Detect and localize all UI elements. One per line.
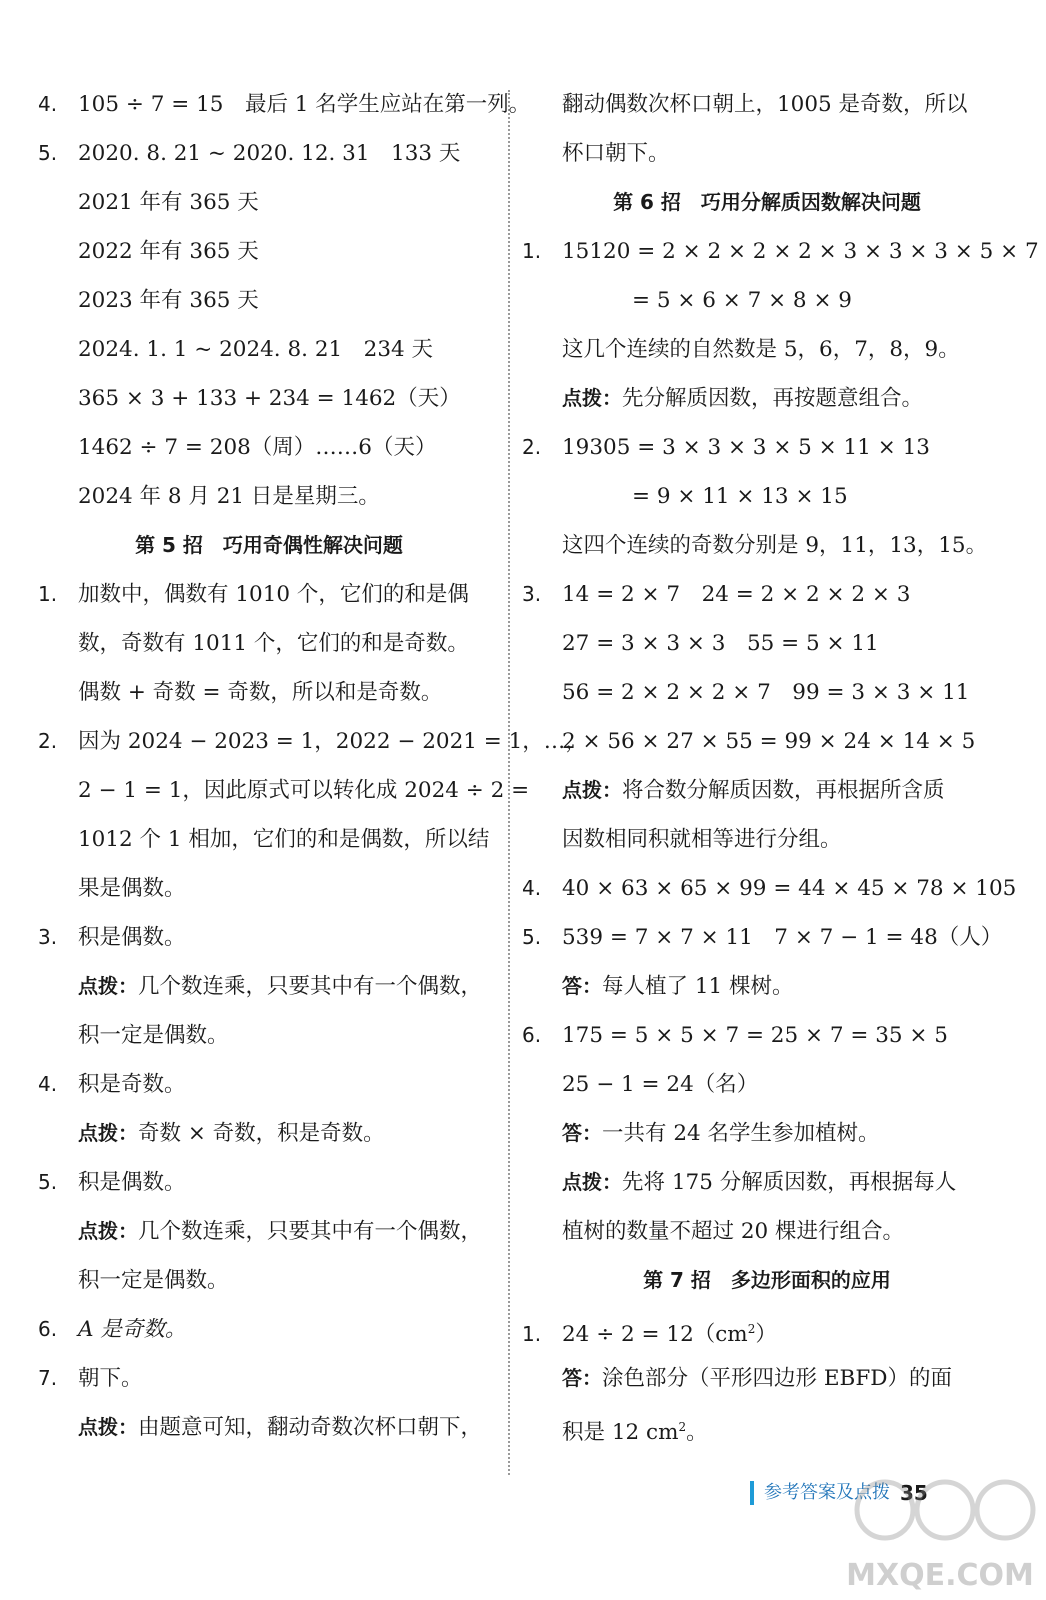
answer-line: 偶数 + 奇数 = 奇数，所以和是奇数。 [78, 680, 443, 705]
answer-line: = 9 × 11 × 13 × 15 [632, 484, 848, 509]
watermark-circle [977, 1482, 1033, 1538]
answer-line: 4. 105 ÷ 7 = 15 最后 1 名学生应站在第一列。 [38, 80, 500, 129]
section-heading-7: 第 7 招 多边形面积的应用 [643, 1268, 891, 1292]
answer-line: 2 − 1 = 1，因此原式可以转化成 2024 ÷ 2 = [78, 778, 530, 803]
answer-line: 1. 15120 = 2 × 2 × 2 × 2 × 3 × 3 × 3 × 5 × 7 [522, 227, 1012, 276]
item-number: 6. [38, 1317, 58, 1341]
answer-line: 27 = 3 × 3 × 3 55 = 5 × 11 [562, 631, 879, 656]
answer-line: 答：每人植了 11 棵树。 [562, 974, 794, 999]
answer-line: 3. 积是偶数。 [38, 913, 500, 962]
item-number: 3. [522, 582, 542, 606]
answer-line: 56 = 2 × 2 × 2 × 7 99 = 3 × 3 × 11 [562, 680, 970, 705]
right-column [522, 80, 1039, 1452]
answer-line: = 5 × 6 × 7 × 8 × 9 [632, 288, 852, 313]
answer-label: 答： [562, 974, 602, 998]
answer-line: 365 × 3 + 133 + 234 = 1462（天） [78, 386, 461, 411]
answer-line: 6. A 是奇数。 [38, 1305, 500, 1354]
hint-label: 点拨： [78, 974, 138, 998]
answer-line: 2022 年有 365 天 [78, 239, 259, 264]
hint-line: 因数相同积就相等进行分组。 [562, 827, 842, 852]
hint-line: 植树的数量不超过 20 棵进行组合。 [562, 1219, 905, 1244]
answer-line: 积是 12 $cm^2$。 [562, 1420, 708, 1446]
item-number: 4. [522, 876, 542, 900]
hint-line: 点拨：几个数连乘，只要其中有一个偶数， [78, 974, 483, 999]
answer-line: 2024 年 8 月 21 日是星期三。 [78, 484, 380, 509]
answer-line: 这四个连续的奇数分别是 9，11，13，15。 [562, 533, 988, 558]
hint-line: 积一定是偶数。 [78, 1268, 229, 1293]
item-number: 7. [38, 1366, 58, 1390]
answer-line: 2 × 56 × 27 × 55 = 99 × 24 × 14 × 5 [562, 729, 976, 754]
answer-line: 5. 积是偶数。 [38, 1158, 500, 1207]
answer-line: 5. 539 = 7 × 7 × 11 7 × 7 − 1 = 48（人） [522, 913, 1012, 962]
hint-label: 点拨： [562, 386, 622, 410]
item-number: 1. [522, 1322, 542, 1347]
item-number: 2. [38, 729, 58, 753]
answer-line: 1. $24 \div 2 = 12(cm^2)$ [522, 1305, 1012, 1354]
hint-line: 积一定是偶数。 [78, 1023, 229, 1048]
footer-title: 参考答案及点拨 [764, 1482, 890, 1503]
answer-line: 杯口朝下。 [562, 141, 670, 166]
answer-label: 答： [562, 1121, 602, 1145]
answer-line: 3. 14 = 2 × 7 24 = 2 × 2 × 2 × 3 [522, 570, 1012, 619]
section-heading-5: 第 5 招 巧用奇偶性解决问题 [135, 533, 403, 557]
hint-label: 点拨： [78, 1121, 138, 1145]
answer-line: 答：一共有 24 名学生参加植树。 [562, 1121, 880, 1146]
answer-line: 6. 175 = 5 × 5 × 7 = 25 × 7 = 35 × 5 [522, 1011, 1012, 1060]
answer-line: 果是偶数。 [78, 876, 186, 901]
item-number: 1. [38, 582, 58, 606]
answer-line: 7. 朝下。 [38, 1354, 500, 1403]
answer-line: 1462 ÷ 7 = 208（周）……6（天） [78, 435, 437, 460]
page-footer [750, 1478, 928, 1508]
item-number: 1. [522, 239, 542, 263]
item-number: 5. [522, 925, 542, 949]
watermark-text: MXQE.COM [846, 1558, 1034, 1593]
answer-line: 4. 40 × 63 × 65 × 99 = 44 × 45 × 78 × 105 [522, 864, 1012, 913]
answer-line: 翻动偶数次杯口朝上，1005 是奇数，所以 [562, 92, 968, 117]
item-number: 4. [38, 92, 58, 116]
hint-line: 点拨：由题意可知，翻动奇数次杯口朝下， [78, 1415, 483, 1440]
hint-line: 点拨：先分解质因数，再按题意组合。 [562, 386, 924, 411]
left-column [38, 80, 587, 1452]
answer-line: 2023 年有 365 天 [78, 288, 259, 313]
item-number: 3. [38, 925, 58, 949]
hint-line: 点拨：奇数 × 奇数，积是奇数。 [78, 1121, 385, 1146]
hint-label: 点拨： [562, 1170, 622, 1194]
answer-line: 1. 加数中，偶数有 1010 个，它们的和是偶 [38, 570, 500, 619]
item-number: 5. [38, 1170, 58, 1194]
hint-label: 点拨： [78, 1415, 138, 1439]
answer-line: 25 − 1 = 24（名） [562, 1072, 759, 1097]
hint-label: 点拨： [562, 778, 622, 802]
answer-label: 答： [562, 1366, 602, 1390]
item-number: 2. [522, 435, 542, 459]
item-number: 5. [38, 141, 58, 165]
item-number: 4. [38, 1072, 58, 1096]
section-heading-6: 第 6 招 巧用分解质因数解决问题 [613, 190, 921, 214]
item-number: 6. [522, 1023, 542, 1047]
answer-line: 这几个连续的自然数是 5，6，7，8，9。 [562, 337, 960, 362]
answer-line: 2. 因为 2024 − 2023 = 1，2022 − 2021 = 1，…， [38, 717, 500, 766]
answer-line: 2. 19305 = 3 × 3 × 3 × 5 × 11 × 13 [522, 423, 1012, 472]
hint-line: 点拨：先将 175 分解质因数，再根据每人 [562, 1170, 957, 1195]
answer-line: 2024. 1. 1 ~ 2024. 8. 21 234 天 [78, 337, 434, 362]
hint-line: 点拨：将合数分解质因数，再根据所含质 [562, 778, 945, 803]
answer-line: 2021 年有 365 天 [78, 190, 259, 215]
answer-line: 5. 2020. 8. 21 ~ 2020. 12. 31 133 天 [38, 129, 500, 178]
answer-line: 1012 个 1 相加，它们的和是偶数，所以结 [78, 827, 490, 852]
answer-line: 答：涂色部分（平形四边形 EBFD）的面 [562, 1366, 952, 1391]
answer-line: 4. 积是奇数。 [38, 1060, 500, 1109]
answer-line: 数，奇数有 1011 个，它们的和是奇数。 [78, 631, 469, 656]
page-number: 35 [900, 1481, 928, 1505]
hint-line: 点拨：几个数连乘，只要其中有一个偶数， [78, 1219, 483, 1244]
footer-accent-bar [750, 1481, 754, 1505]
hint-label: 点拨： [78, 1219, 138, 1243]
